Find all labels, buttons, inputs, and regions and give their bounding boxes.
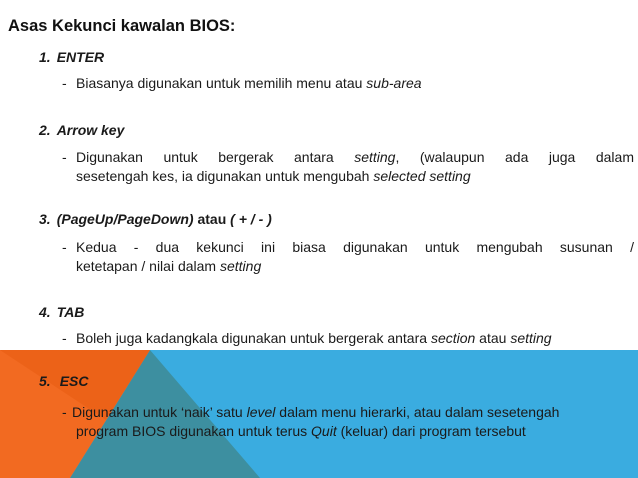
item-3-line-2: ketetapan / nilai dalam setting <box>76 258 262 274</box>
item-2-line-1: Digunakan untuk bergerak antara setting, (walaupun ada juga dalam <box>76 149 634 165</box>
item-1-key: ENTER <box>56 49 105 65</box>
item-2-number: 2. <box>39 122 51 138</box>
item-5-key: ESC <box>59 373 89 389</box>
item-4-number: 4. <box>39 304 51 320</box>
item-5-text <box>72 403 634 441</box>
item-3-key-alt: ( + / - ) <box>230 211 272 227</box>
item-2-dash: - <box>62 149 67 165</box>
item-1-dash: - <box>62 75 67 91</box>
item-3-text <box>76 238 634 276</box>
item-1-heading <box>39 49 104 65</box>
item-5-number: 5. <box>39 373 51 389</box>
item-1-text: Biasanya digunakan untuk memilih menu atau sub-area <box>76 75 422 91</box>
item-4-key: TAB <box>56 304 85 320</box>
item-1-number: 1. <box>39 49 51 65</box>
item-4-heading <box>39 304 84 320</box>
item-3-number: 3. <box>39 211 51 227</box>
item-3-dash: - <box>62 239 67 255</box>
item-3-heading <box>39 211 272 227</box>
item-5-line-2: program BIOS digunakan untuk terus Quit (keluar) dari program tersebut <box>76 423 526 439</box>
item-2-key: Arrow key <box>56 122 125 138</box>
item-5-line-1: Digunakan untuk ‘naik’ satu level dalam menu hierarki, atau dalam sesetengah <box>72 404 560 420</box>
item-2-text <box>76 148 634 186</box>
item-3-key-separator: atau <box>193 211 231 227</box>
item-5-heading <box>39 373 88 389</box>
item-5-description <box>62 403 634 443</box>
item-4-dash: - <box>62 330 67 346</box>
item-3-description <box>62 238 634 278</box>
item-3-line-1: Kedua - dua kekunci ini biasa digunakan untuk mengubah susunan / <box>76 239 634 255</box>
item-2-heading <box>39 122 124 138</box>
item-5-dash: - <box>62 404 67 420</box>
page-title: Asas Kekunci kawalan BIOS: <box>8 17 236 35</box>
item-2-description <box>62 148 634 188</box>
item-3-key: (PageUp/PageDown) <box>56 211 194 227</box>
item-2-line-2: sesetengah kes, ia digunakan untuk mengubah selected setting <box>76 168 471 184</box>
item-4-text: Boleh juga kadangkala digunakan untuk bergerak antara section atau setting <box>76 330 552 346</box>
